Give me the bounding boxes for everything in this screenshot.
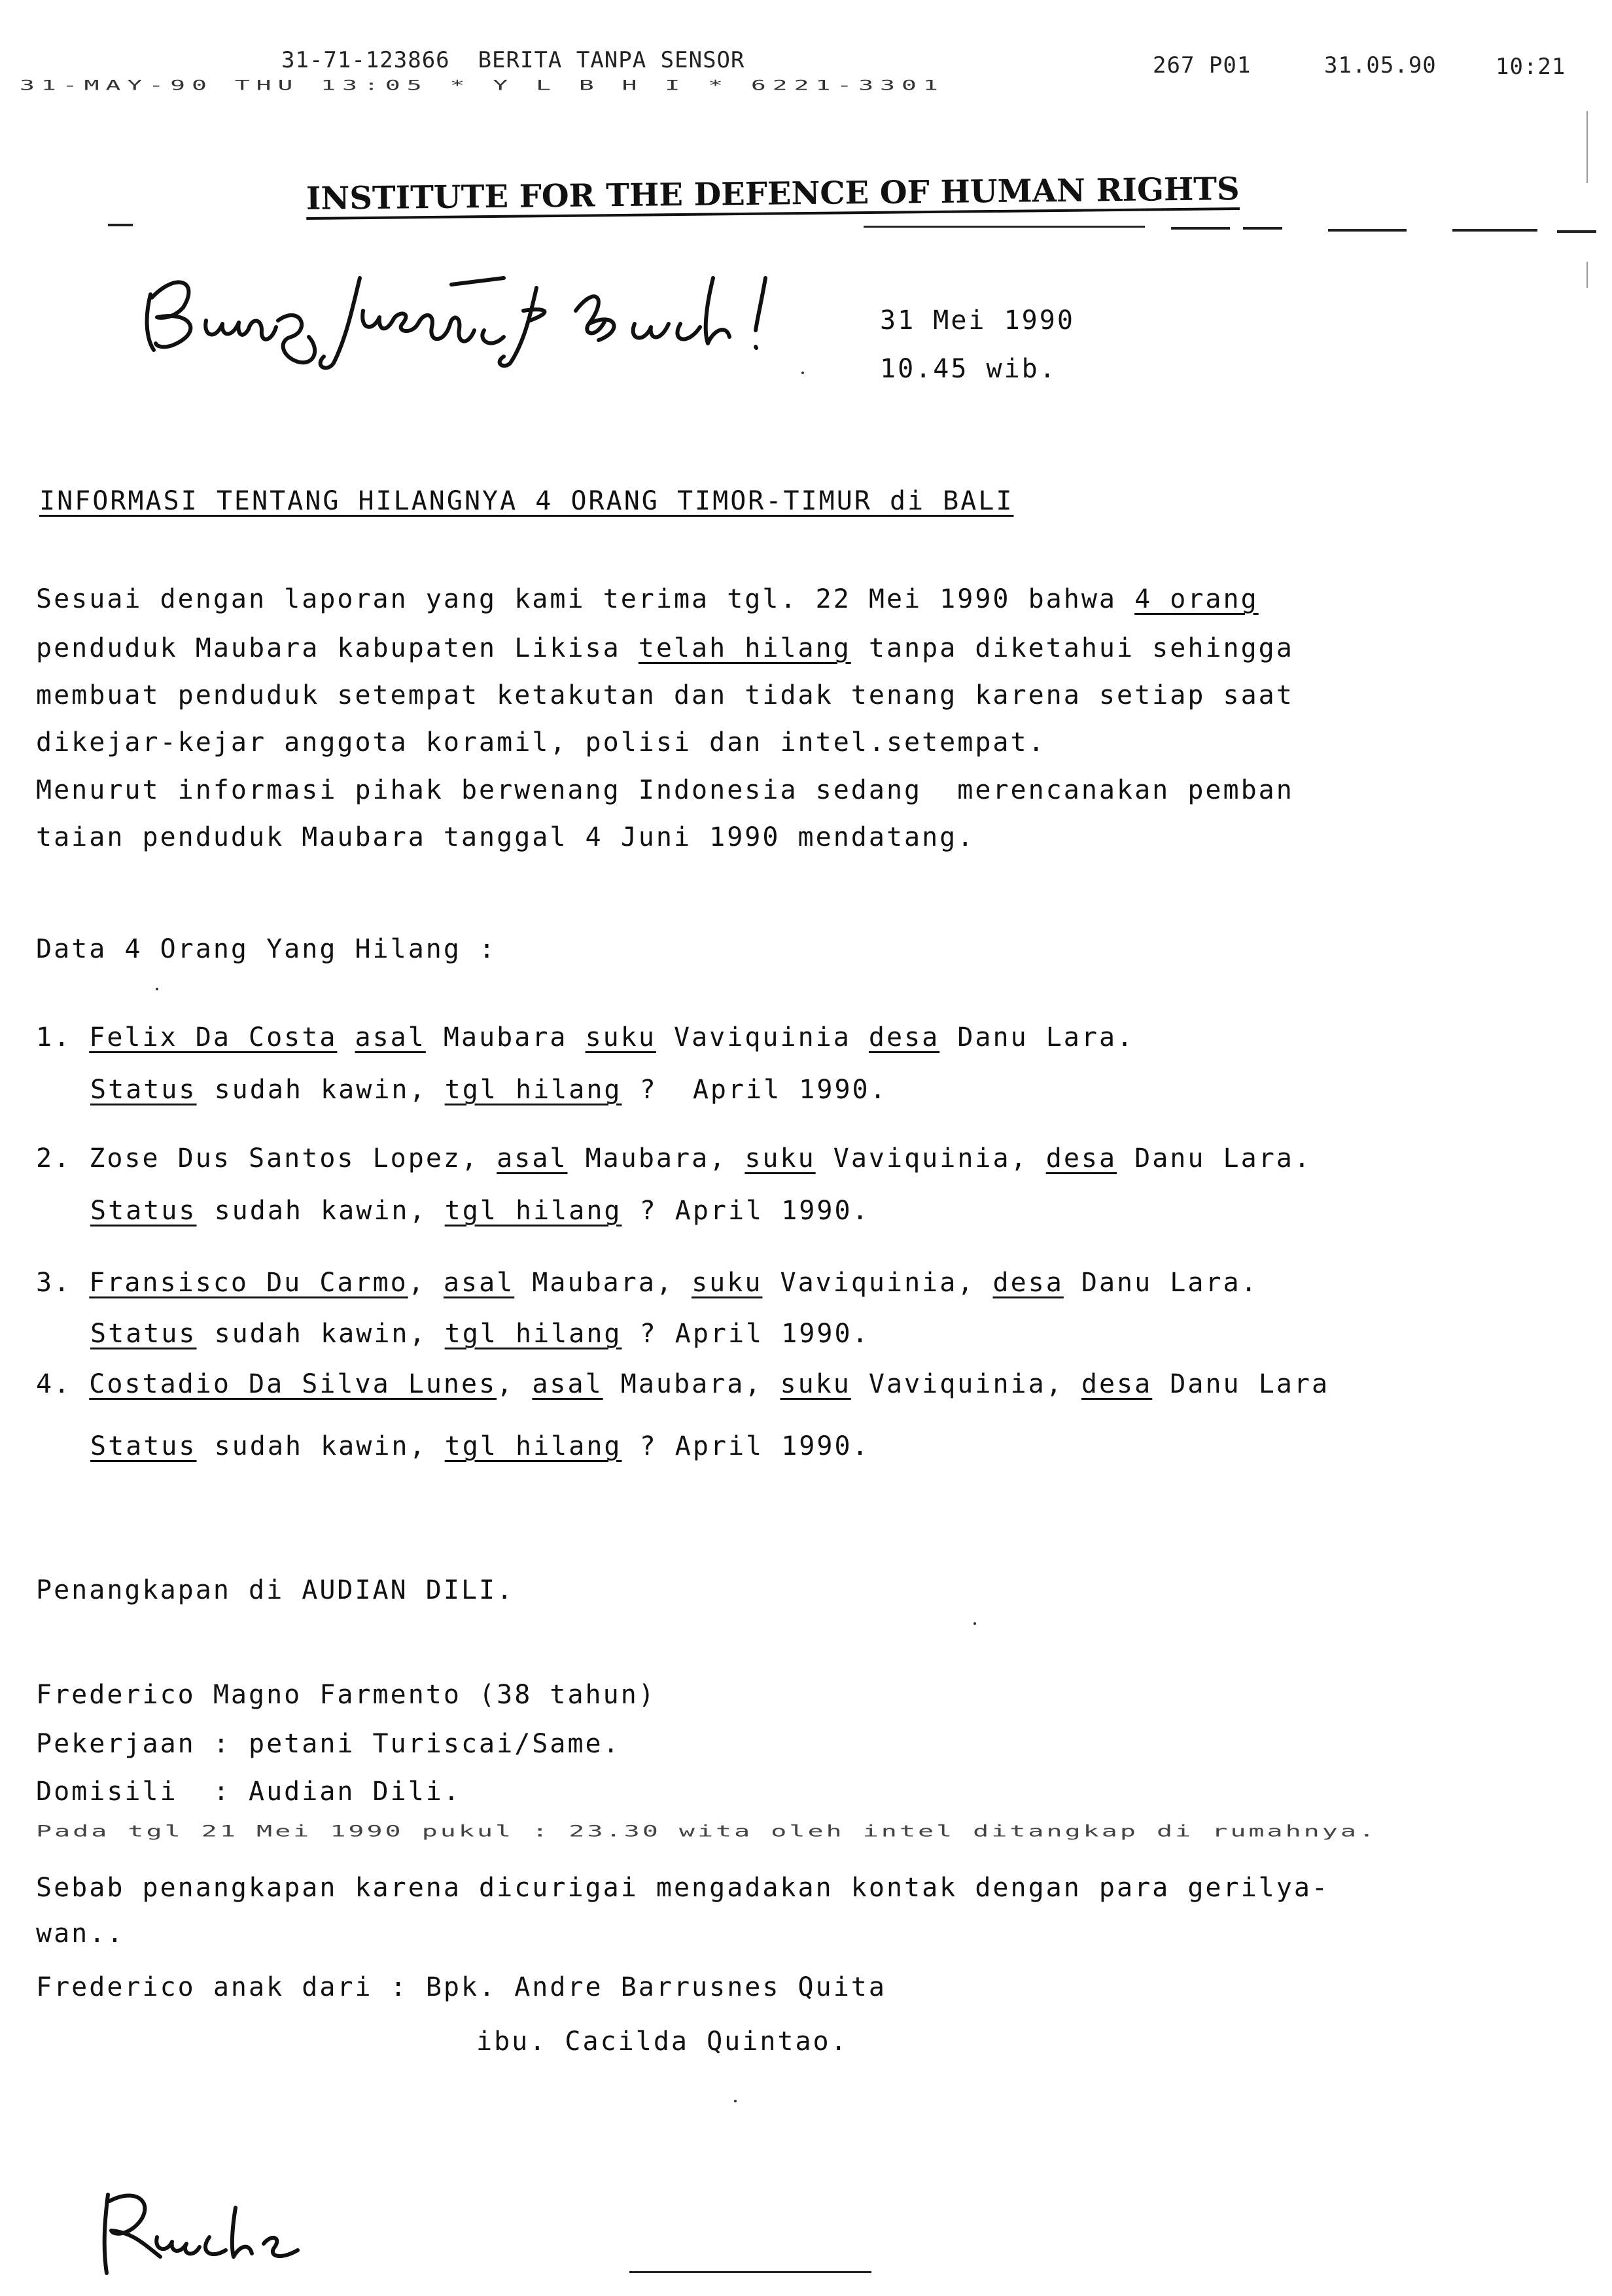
separator: , [408, 1268, 444, 1298]
arrest-name: Frederico Magno Farmento (38 tahun) [36, 1680, 656, 1710]
label-suku: suku [585, 1022, 656, 1052]
status-value: sudah kawin, [196, 1075, 445, 1105]
person-name: Felix Da Costa [89, 1022, 338, 1052]
arrest-occupation: Pekerjaan : petani Turiscai/Same. [36, 1729, 621, 1759]
person-tribe: Vaviquinia, [762, 1268, 993, 1298]
intro-line-4: dikejar-kejar anggota koramil, polisi dan intel.setempat. [36, 727, 1046, 757]
person-tribe: Vaviquinia, [850, 1369, 1081, 1399]
label-tgl-hilang: tgl hilang [444, 1196, 622, 1226]
letterhead-rule [1171, 227, 1230, 230]
father-name: Bpk. Andre Barrusnes Quita [425, 1972, 886, 2002]
intro-line-1 [36, 576, 1259, 623]
dateline-date: 31 Mei 1990 [880, 305, 1075, 336]
missing-date: ? April 1990. [622, 1075, 888, 1105]
institute-letterhead: INSTITUTE FOR THE DEFENCE OF HUMAN RIGHTS [306, 171, 1240, 217]
scan-speck [156, 988, 158, 990]
mother-name: ibu. Cacilda Quintao. [476, 2026, 849, 2057]
label-desa: desa [1045, 1143, 1117, 1174]
fax-header-timestamp: 31-MAY-90 THU 13:05 * Y L B H I * 6221-3301 [20, 77, 945, 94]
label-suku: suku [745, 1143, 816, 1174]
intro-text: Sesuai dengan laporan yang kami terima tgl. 22 Mei 1990 bahwa [36, 584, 1135, 614]
missing-date: ? April 1990. [622, 1319, 870, 1349]
intro-line-3: membuat penduduk setempat ketakutan dan tidak tenang karena setiap saat [36, 680, 1294, 710]
person-village: Danu Lara. [1063, 1268, 1259, 1298]
arrest-detention-line: Pada tgl 21 Mei 1990 pukul : 23.30 wita oleh intel ditangkap di rumahnya. [36, 1822, 1377, 1841]
label-tgl-hilang: tgl hilang [444, 1075, 622, 1105]
intro-underlined: telah hilang [638, 633, 851, 663]
label-asal: asal [355, 1022, 426, 1052]
letterhead-rule [1328, 229, 1407, 232]
letterhead-rule [1243, 227, 1282, 230]
scan-dash [108, 224, 133, 226]
letterhead-rule [864, 226, 1145, 228]
person-name: Fransisco Du Carmo [89, 1268, 408, 1298]
label-status: Status [90, 1075, 197, 1105]
intro-line-5: Menurut informasi pihak berwenang Indonesia sedang merencanakan pemban [36, 775, 1294, 805]
person-number: 2. [36, 1143, 72, 1174]
missing-date: ? April 1990. [622, 1196, 870, 1226]
person-origin: Maubara [425, 1022, 586, 1052]
person-name: Costadio Da Silva Lunes [89, 1369, 497, 1399]
intro-line-6: taian penduduk Maubara tanggal 4 Juni 1990 mendatang. [36, 822, 975, 852]
missing-date: ? April 1990. [622, 1431, 870, 1461]
person-entry-1 [36, 1014, 1134, 1061]
scan-speck [801, 372, 804, 374]
label-suku: suku [780, 1369, 851, 1399]
intro-underlined: 4 orang [1134, 584, 1259, 614]
person-entry-3 [36, 1259, 1259, 1306]
scan-margin-line [1586, 262, 1588, 288]
person-tribe: Vaviquinia [656, 1022, 869, 1052]
fax-header-page: 267 P01 [1153, 52, 1252, 78]
letterhead-rule [1452, 229, 1537, 232]
scan-speck [734, 2100, 737, 2102]
label-asal: asal [497, 1143, 568, 1174]
fax-header-date: 31.05.90 [1324, 52, 1437, 78]
person-number: 4. [36, 1369, 72, 1399]
person-status-2 [90, 1187, 870, 1234]
person-status-1 [90, 1066, 888, 1113]
label-status: Status [90, 1196, 197, 1226]
label-desa: desa [1081, 1369, 1153, 1399]
separator: , [497, 1369, 533, 1399]
person-tribe: Vaviquinia, [815, 1143, 1046, 1174]
letterhead-rule [1557, 230, 1596, 233]
person-name: Zose Dus Santos Lopez [89, 1143, 461, 1174]
parents-line [36, 1964, 886, 2011]
person-status-4 [90, 1423, 870, 1470]
person-origin: Maubara, [567, 1143, 745, 1174]
label-desa: desa [992, 1268, 1064, 1298]
label-desa: desa [868, 1022, 940, 1052]
status-value: sudah kawin, [196, 1319, 445, 1349]
document-title: INFORMASI TENTANG HILANGNYA 4 ORANG TIMOR-TIMUR di BALI [39, 486, 1014, 516]
scan-speck [973, 1622, 976, 1625]
fax-header-sender: 31-71-123866 BERITA TANPA SENSOR [281, 47, 745, 73]
dateline-time: 10.45 wib. [880, 354, 1057, 384]
label-asal: asal [443, 1268, 515, 1298]
arrest-domicile: Domisili : Audian Dili. [36, 1777, 461, 1807]
label-status: Status [90, 1431, 197, 1461]
parents-label: Frederico anak dari : [36, 1972, 426, 2002]
signature [95, 2182, 324, 2280]
label-tgl-hilang: tgl hilang [444, 1431, 622, 1461]
person-village: Danu Lara. [939, 1022, 1135, 1052]
person-number: 3. [36, 1268, 72, 1298]
handwritten-note [137, 258, 864, 370]
fax-header-time: 10:21 [1496, 54, 1566, 80]
missing-list-heading: Data 4 Orang Yang Hilang : [36, 934, 497, 964]
arrest-heading: Penangkapan di AUDIAN DILI. [36, 1575, 515, 1605]
person-origin: Maubara, [603, 1369, 780, 1399]
arrest-reason-2: wan.. [36, 1919, 125, 1949]
person-origin: Maubara, [514, 1268, 692, 1298]
label-asal: asal [532, 1369, 603, 1399]
person-village: Danu Lara [1152, 1369, 1330, 1399]
label-status: Status [90, 1319, 197, 1349]
person-village: Danu Lara. [1117, 1143, 1312, 1174]
signature-rule [629, 2271, 871, 2273]
separator [337, 1022, 355, 1052]
intro-text: penduduk Maubara kabupaten Likisa [36, 633, 639, 663]
status-value: sudah kawin, [196, 1196, 445, 1226]
intro-line-2 [36, 625, 1294, 672]
separator: , [461, 1143, 497, 1174]
intro-text: tanpa diketahui sehingga [850, 633, 1294, 663]
person-number: 1. [36, 1022, 72, 1052]
person-entry-2 [36, 1135, 1312, 1182]
person-entry-4 [36, 1361, 1329, 1408]
arrest-reason-1: Sebab penangkapan karena dicurigai mengadakan kontak dengan para gerilya- [36, 1873, 1329, 1903]
scan-margin-line [1586, 111, 1588, 183]
status-value: sudah kawin, [196, 1431, 445, 1461]
person-status-3 [90, 1310, 870, 1357]
label-tgl-hilang: tgl hilang [444, 1319, 622, 1349]
label-suku: suku [692, 1268, 763, 1298]
